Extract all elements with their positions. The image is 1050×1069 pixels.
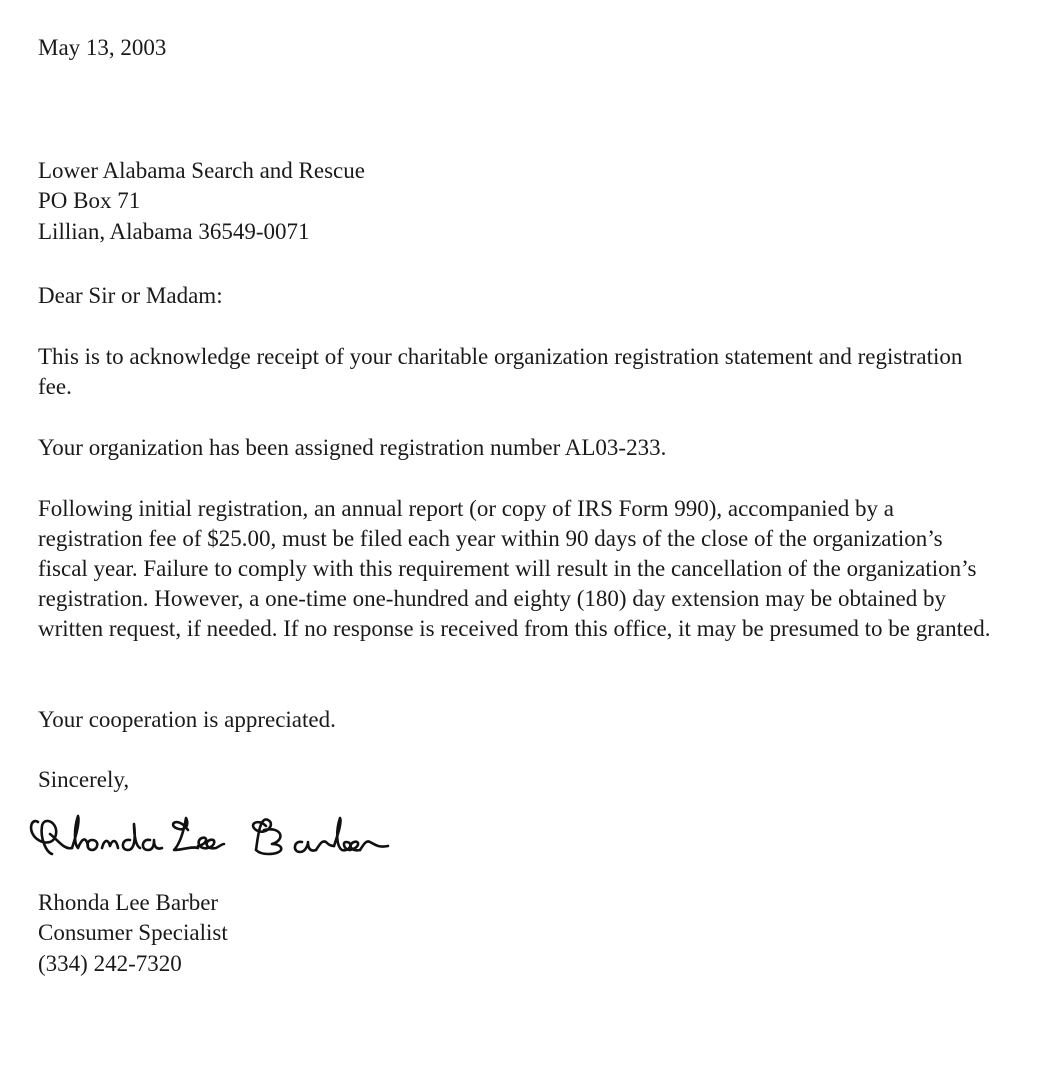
body-paragraph-cooperation: Your cooperation is appreciated. [38, 707, 336, 732]
body-paragraph-acknowledgement: This is to acknowledge receipt of your charitable organization registration statement and registration fee. [38, 344, 963, 399]
body-paragraph-registration-number: Your organization has been assigned registration number AL03-233. [38, 435, 667, 460]
handwritten-signature [20, 800, 440, 870]
signer-phone: (334) 242-7320 [38, 951, 182, 976]
closing: Sincerely, [38, 767, 130, 792]
recipient-address-line-2: Lillian, Alabama 36549-0071 [38, 219, 310, 244]
signer-name: Rhonda Lee Barber [38, 890, 219, 915]
body-paragraph-annual-report: Following initial registration, an annual report (or copy of IRS Form 990), accompanied by a registration fee of $25.00, must be filed each year within 90 days of the close of the organization’s fiscal year. Failure to comply with this requirement will result in the cancellation of the organization’s registration. However, a one-time one-hundred and eighty (180) day extension may be obtained by written request, if needed. If no response is received from this office, it may be presumed to be granted. [38, 496, 991, 641]
signature-text: Rhonda Lee Barber [20, 800, 28, 801]
recipient-address-line-1: PO Box 71 [38, 188, 141, 213]
salutation: Dear Sir or Madam: [38, 283, 223, 308]
recipient-name: Lower Alabama Search and Rescue [38, 158, 365, 183]
signer-title: Consumer Specialist [38, 920, 228, 945]
letter-date: May 13, 2003 [38, 35, 167, 60]
